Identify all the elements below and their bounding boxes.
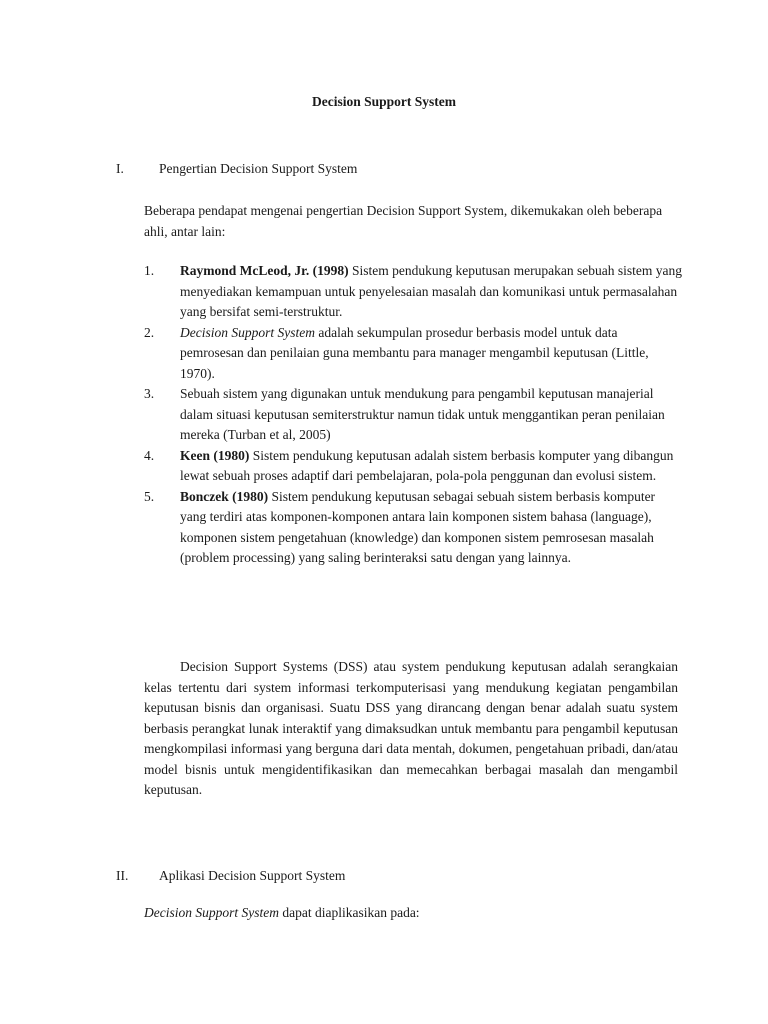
section-intro: Beberapa pendapat mengenai pengertian Decision Support System, dikemukakan oleh beberapa ahli, antar lain: [144, 203, 663, 239]
list-item-body: Sistem pendukung keputusan merupakan sebuah sistem yang menyediakan kemampuan untuk penyelesaian masalah dan komunikasi untuk permasalahan yang bersifat semi-terstruktur. [180, 263, 682, 319]
intro-lead: Decision Support System [144, 905, 279, 920]
list-item-text [180, 384, 684, 446]
list-item [144, 261, 684, 323]
list-item-body: adalah sekumpulan prosedur berbasis model untuk data pemrosesan dan penilaian guna membantu para manager mengambil keputusan (Little, 1970). [180, 324, 649, 381]
list-item-lead: Keen (1980) [180, 447, 250, 463]
list-item-number: 1. [144, 263, 155, 278]
list-item-lead: Bonczek (1980) [180, 488, 269, 504]
section-title: Aplikasi Decision Support System [159, 868, 346, 883]
section-intro [144, 903, 679, 924]
list-item-body: Sebuah sistem yang digunakan untuk mendukung para pengambil keputusan manajerial dalam situasi keputusan semiterstruktur namun tidak untuk menggantikan peran penilaian mereka (Turban et al, 2005) [180, 386, 665, 442]
list-item-lead: Decision Support System [180, 324, 315, 340]
section-number: I. [116, 161, 124, 176]
list-item [144, 384, 684, 446]
list-item-body: Sistem pendukung keputusan sebagai sebuah sistem berbasis komputer yang terdiri atas komponen-komponen antara lain komponen sistem bahasa (language), komponen sistem pengetahuan (knowledge) dan komponen sistem pemrosesan masalah (problem processing) yang saling berinteraksi satu dengan yang lainnya. [180, 488, 656, 565]
list-item-lead: Raymond McLeod, Jr. (1998) [180, 263, 349, 278]
section-heading-1 [116, 161, 357, 177]
list-item-text [180, 487, 684, 569]
list-item [144, 446, 684, 487]
list-item [144, 487, 684, 569]
list-item-number: 3. [144, 386, 155, 401]
list-item-number: 2. [144, 324, 155, 340]
list-item-text [180, 323, 684, 385]
body-paragraph: Decision Support Systems (DSS) atau system pendukung keputusan adalah serangkaian kelas tertentu dari system informasi terkomputerisasi yang mendukung kegiatan pengambilan keputusan bisnis dan organisasi. Suatu DSS yang dirancang dengan benar adalah suatu system berbasis perangkat lunak interaktif yang dimaksudkan untuk membantu para pengambil keputusan mengkompilasi informasi yang berguna dari data mentah, dokumen, pengetahuan pribadi, dan/atau model bisnis untuk mengidentifikasikan dan memecahkan berbagai masalah dan mengambil keputusan. [144, 659, 678, 797]
section-number: II. [116, 868, 129, 883]
section-title: Pengertian Decision Support System [159, 161, 358, 176]
list-item [144, 323, 684, 385]
list-item-number: 4. [144, 447, 155, 463]
list-item-text [180, 446, 684, 487]
document-title: Decision Support System [311, 94, 456, 109]
intro-text: dapat diaplikasikan pada: [278, 905, 420, 920]
list-item-body: Sistem pendukung keputusan adalah sistem berbasis komputer yang dibangun lewat sebuah proses adaptif dari pembelajaran, pola-pola penggunan dan evolusi sistem. [180, 447, 674, 483]
definition-list [144, 261, 684, 569]
list-item-text [180, 261, 684, 323]
list-item-number: 5. [144, 488, 155, 504]
section-heading-2 [116, 868, 345, 884]
